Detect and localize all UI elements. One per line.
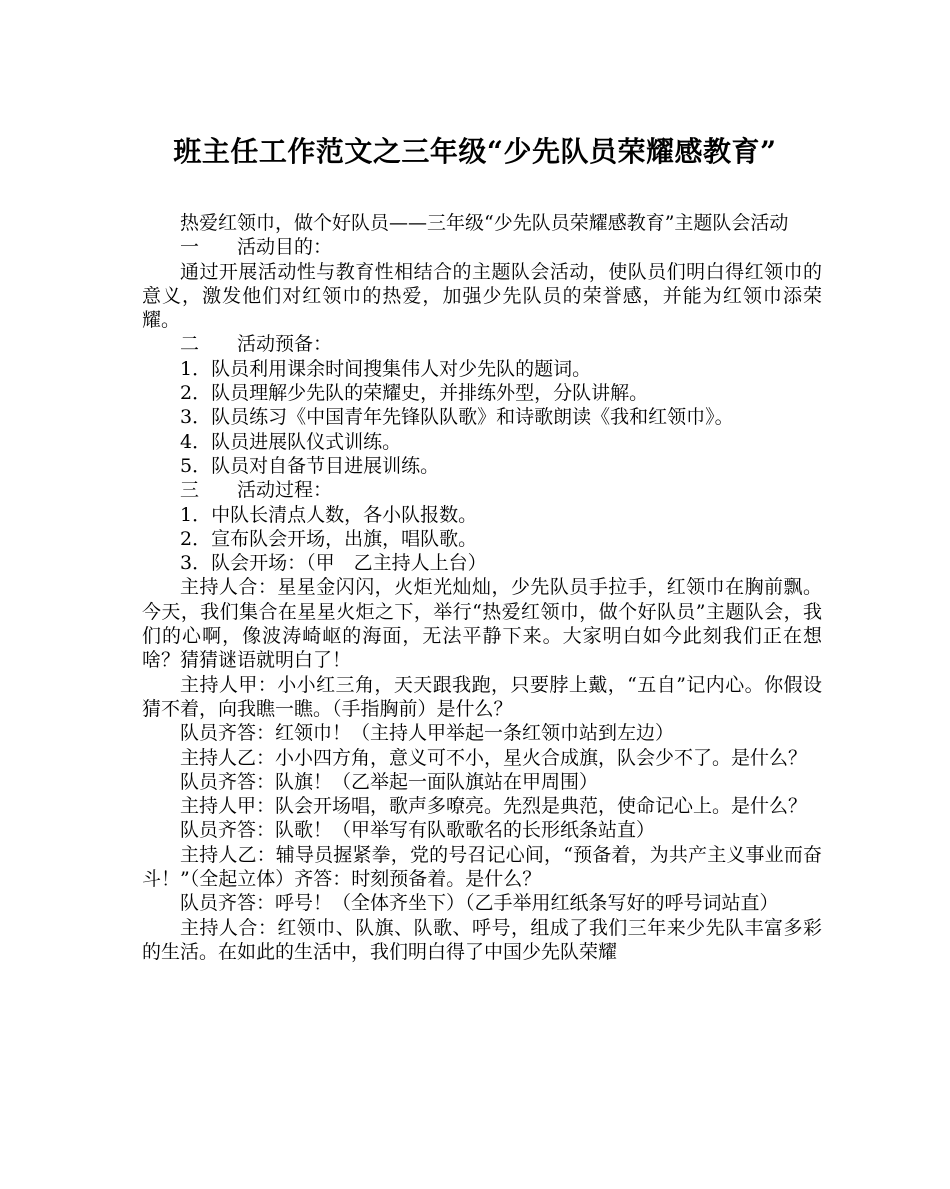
dialogue-paragraph: 主持人甲：队会开场唱，歌声多嘹亮。先烈是典范，使命记心上。是什么？ bbox=[180, 795, 808, 818]
dialogue-paragraph: 队员齐答：队旗！（乙举起一面队旗站在甲周围） bbox=[180, 770, 599, 793]
list-item: 5．队员对自备节目进展训练。 bbox=[180, 454, 440, 477]
document-body bbox=[142, 211, 822, 964]
dialogue-paragraph: 主持人乙：辅导员握紧拳，党的号召记心间，“预备着，为共产主义事业而奋斗！”（全起立体）齐答：时刻预备着。是什么？ bbox=[142, 843, 822, 891]
paragraph-intro: 热爱红领巾，做个好队员——三年级“少先队员荣耀感教育”主题队会活动 bbox=[180, 212, 789, 234]
list-item: 2．队员理解少先队的荣耀史，并排练外型，分队讲解。 bbox=[180, 382, 649, 405]
section-heading-preparation: 二 活动预备： bbox=[180, 333, 333, 356]
paragraph-purpose: 通过开展活动性与教育性相结合的主题队会活动，使队员们明白得红领巾的意义，激发他们对红领巾的热爱，加强少先队员的荣誉感，并能为红领巾添荣耀。 bbox=[142, 260, 822, 332]
list-item: 1．队员利用课余时间搜集伟人对少先队的题词。 bbox=[180, 357, 592, 380]
dialogue-paragraph: 主持人合：星星金闪闪，火炬光灿灿，少先队员手拉手，红领巾在胸前飘。今天，我们集合在星星火炬之下，举行“热爱红领巾，做个好队员”主题队会，我们的心啊，像波涛崎岖的海面，无法平静下来。大家明白如今此刻我们正在想啥？猜猜谜语就明白了！ bbox=[142, 576, 822, 672]
dialogue-paragraph: 主持人甲：小小红三角，天天跟我跑，只要脖上戴，“五自”记内心。你假设猜不着，向我瞧一瞧。（手指胸前）是什么？ bbox=[142, 673, 822, 720]
list-item: 2．宣布队会开场，出旗，唱队歌。 bbox=[180, 527, 478, 550]
dialogue-paragraph: 队员齐答：队歌！（甲举写有队歌歌名的长形纸条站直） bbox=[180, 819, 656, 842]
section-heading-process: 三 活动过程： bbox=[180, 479, 333, 502]
list-item: 1．中队长清点人数，各小队报数。 bbox=[180, 503, 478, 526]
section-heading-purpose: 一 活动目的： bbox=[180, 236, 333, 259]
list-item: 4．队员进展队仪式训练。 bbox=[180, 430, 402, 453]
list-item: 3．队会开场：（甲 乙主持人上台） bbox=[180, 552, 487, 575]
dialogue-paragraph: 主持人乙：小小四方角，意义可不小，星火合成旗，队会少不了。是什么？ bbox=[180, 746, 808, 769]
document-title: 班主任工作范文之三年级“少先队员荣耀感教育” bbox=[173, 135, 777, 168]
dialogue-paragraph: 主持人合：红领巾、队旗、队歌、呼号，组成了我们三年来少先队丰富多彩的生活。在如此的生活中，我们明白得了中国少先队荣耀 bbox=[142, 916, 822, 963]
list-item: 3．队员练习《中国青年先锋队队歌》和诗歌朗读《我和红领巾》。 bbox=[180, 406, 734, 429]
dialogue-paragraph: 队员齐答：呼号！（全体齐坐下）（乙手举用红纸条写好的呼号词站直） bbox=[180, 892, 779, 915]
dialogue-paragraph: 队员齐答：红领巾！（主持人甲举起一条红领巾站到左边） bbox=[180, 722, 675, 745]
